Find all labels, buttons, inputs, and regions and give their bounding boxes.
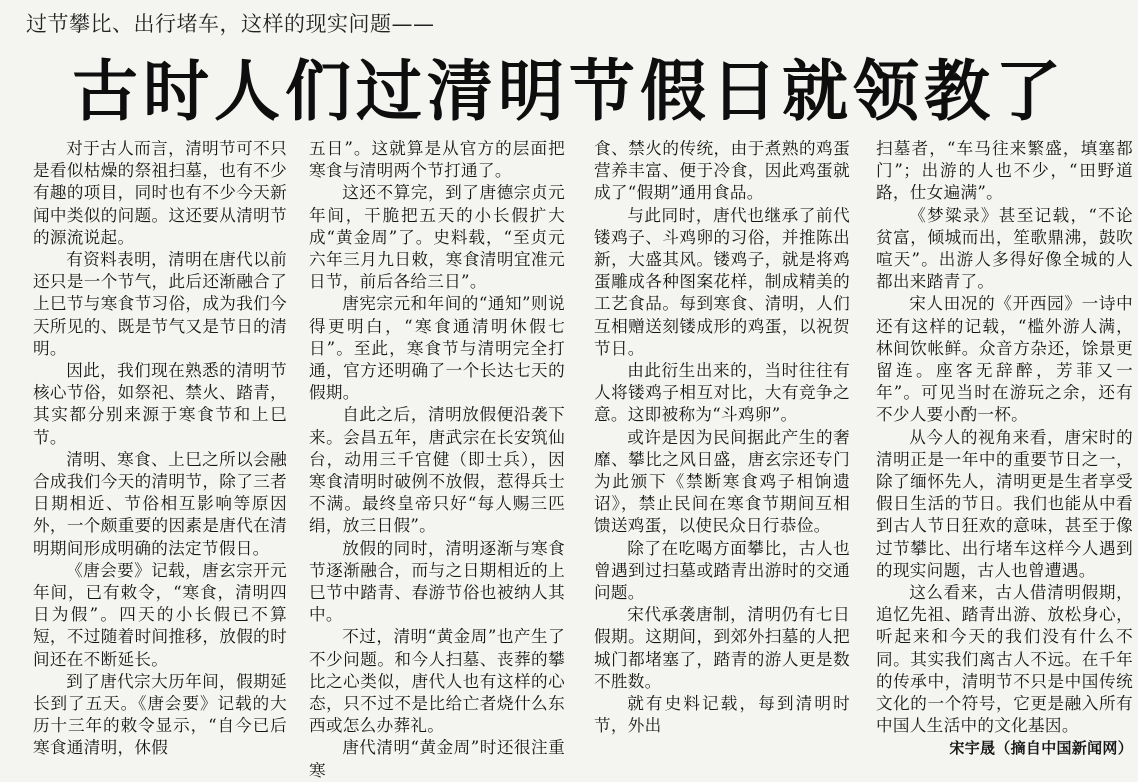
paragraph: 放假的同时，清明逐渐与寒食节逐渐融合，而与之日期相近的上巳节中踏青、春游节俗也被纳人其中。 xyxy=(309,538,565,625)
paragraph: 从今人的视角来看，唐宋时的清明正是一年中的重要节日之一，除了缅怀先人，清明更是生者享受假日生活的节日。我们也能从中看到古人节日狂欢的意味，甚至于像过节攀比、出行堵车这样今人遇到的现实问题，古人也曾遭遇。 xyxy=(876,427,1133,580)
paragraph: 与此同时，唐代也继承了前代镂鸡子、斗鸡卵的习俗，并推陈出新，大盛其风。镂鸡子，就是将鸡蛋雕成各种图案花样，制成精美的工艺食品。每到寒食、清明，人们互相赠送刻镂成形的鸡蛋，以祝贺节日。 xyxy=(594,205,850,358)
paragraph: 这还不算完，到了唐德宗贞元年间，干脆把五天的小长假扩大成“黄金周”了。史料载，“至贞元六年三月九日敕，寒食清明宜准元日节，前后各给三日”。 xyxy=(309,183,565,292)
paragraph: 由此衍生出来的，当时往往有人将镂鸡子相互对比，大有竞争之意。这即被称为“斗鸡卵”。 xyxy=(594,361,850,425)
column-2 xyxy=(309,138,565,780)
paragraph: 有资料表明，清明在唐代以前还只是一个节气，此后还渐融合了上巳节与寒食节习俗，成为我们今天所见的、既是节气又是节日的清明。 xyxy=(33,250,287,358)
column-3 xyxy=(594,138,850,736)
kicker: 过节攀比、出行堵车，这样的现实问题—— xyxy=(26,12,435,36)
paragraph: 到了唐代宗大历年间，假期延长到了五天。《唐会要》记载的大历十三年的敕令显示，“自今已后寒食通清明，休假 xyxy=(33,671,287,758)
paragraph: 唐代清明“黄金周”时还很注重寒 xyxy=(309,738,565,780)
paragraph: 自此之后，清明放假便沿袭下来。会昌五年，唐武宗在长安筑仙台，动用三千官健（即士兵），因寒食清明时破例不放假，惹得兵士不满。最终皇帝只好“每人赐三匹绢，放三日假”。 xyxy=(309,405,565,536)
paragraph: 五日”。这就算是从官方的层面把寒食与清明两个节打通了。 xyxy=(309,139,565,181)
column-1 xyxy=(33,138,287,758)
paragraph: 《梦粱录》甚至记载，“不论贫富，倾城而出，笙歌鼎沸，鼓吹喧天”。出游人多得好像全城的人都出来踏青了。 xyxy=(876,205,1133,292)
paragraph: 食、禁火的传统，由于煮熟的鸡蛋营养丰富、便于冷食，因此鸡蛋就成了“假期”通用食品。 xyxy=(594,139,850,203)
column-4 xyxy=(876,138,1133,758)
article-columns xyxy=(33,138,1133,780)
byline: 宋宇晟（摘自中国新闻网） xyxy=(949,739,1133,758)
paragraph: 清明、寒食、上巳之所以会融合成我们今天的清明节，除了三者日期相近、节俗相互影响等原因外，一个颇重要的因素是唐代在清明期间形成明确的法定节假日。 xyxy=(33,449,287,558)
paragraph: 扫墓者，“车马往来繁盛，填塞都门”；出游的人也不少，“田野道路，仕女遍满”。 xyxy=(876,139,1133,203)
paragraph: 《唐会要》记载，唐玄宗开元年间，已有敕令，“寒食，清明四日为假”。四天的小长假已不算短，不过随着时间推移，放假的时间还在不断延长。 xyxy=(33,560,287,669)
paragraph: 对于古人而言，清明节可不只是看似枯燥的祭祖扫墓，也有不少有趣的项目，同时也有不少今天新闻中类似的问题。这还要从清明节的源流说起。 xyxy=(33,139,287,247)
paragraph: 宋代承袭唐制，清明仍有七日假期。这期间，到郊外扫墓的人把城门都堵塞了，踏青的游人更是数不胜数。 xyxy=(594,605,850,691)
paragraph: 这么看来，古人借清明假期，追忆先祖、踏青出游、放松身心，听起来和今天的我们没有什么不同。其实我们离古人不远。在千年的传承中，清明节不只是中国传统文化的一个符号，它更是融入所有中国人生活中的文化基因。 xyxy=(876,583,1133,736)
paragraph: 就有史料记载，每到清明时节，外出 xyxy=(594,694,850,736)
paragraph: 唐宪宗元和年间的“通知”则说得更明白，“寒食通清明休假七日”。至此，寒食节与清明完全打通，官方还明确了一个长达七天的假期。 xyxy=(309,294,565,403)
paragraph: 或许是因为民间据此产生的奢靡、攀比之风日盛，唐玄宗还专门为此颁下《禁断寒食鸡子相饷遗诏》，禁止民间在寒食节期间互相馈送鸡蛋，以使民众日行恭俭。 xyxy=(594,427,850,536)
paragraph: 因此，我们现在熟悉的清明节核心节俗，如祭祀、禁火、踏青，其实都分别来源于寒食节和上巳节。 xyxy=(33,361,287,447)
paragraph: 不过，清明“黄金周”也产生了不少问题。和今人扫墓、丧葬的攀比之心类似，唐代人也有这样的心态，只不过不是比给亡者烧什么东西或怎么办葬礼。 xyxy=(309,627,565,736)
paragraph: 除了在吃喝方面攀比，古人也曾遇到过扫墓或踏青出游时的交通问题。 xyxy=(594,538,850,603)
headline: 古时人们过清明节假日就领教了 xyxy=(72,53,1066,130)
paragraph: 宋人田况的《开西园》一诗中还有这样的记载，“槛外游人满，林间饮帐鲜。众音方杂还，馀景更留连。座客无辞醉，芳菲又一年”。可见当时在游玩之余，还有不少人要小酌一杯。 xyxy=(876,294,1133,425)
